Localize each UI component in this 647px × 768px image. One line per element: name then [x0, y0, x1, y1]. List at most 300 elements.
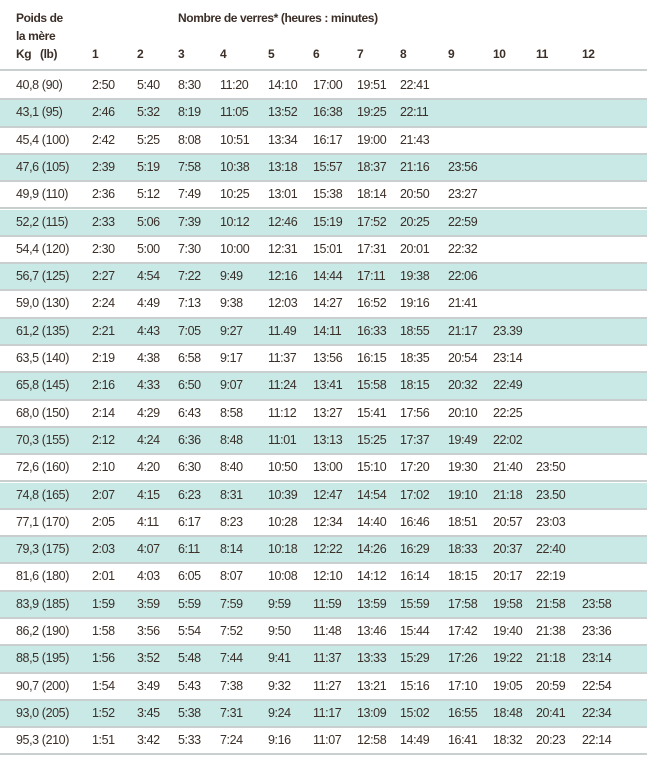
time-cell: 19:38	[400, 269, 430, 284]
time-cell: 3:49	[137, 678, 160, 693]
time-cell: 15:16	[400, 678, 430, 693]
column-header-12: 12	[582, 47, 595, 61]
time-cell: 12:16	[268, 269, 298, 284]
time-cell: 2:03	[92, 542, 115, 557]
time-cell: 7:24	[220, 733, 243, 748]
time-cell: 22:59	[448, 214, 478, 229]
column-header-6: 6	[313, 47, 320, 61]
table-row	[0, 564, 647, 591]
time-cell: 13:34	[268, 132, 298, 147]
time-cell: 20:59	[536, 678, 566, 693]
weight-cell: 88,5 (195)	[16, 651, 69, 666]
time-cell: 1:52	[92, 705, 115, 720]
weight-cell: 61,2 (135)	[16, 323, 69, 338]
time-cell: 9:41	[268, 651, 291, 666]
weight-cell: 54,4 (120)	[16, 241, 69, 256]
weight-cell: 52,2 (115)	[16, 214, 69, 229]
time-cell: 22:40	[536, 542, 566, 557]
time-cell: 17:02	[400, 487, 430, 502]
table-row	[0, 537, 647, 564]
time-cell: 4:03	[137, 569, 160, 584]
time-cell: 4:11	[137, 514, 159, 529]
column-header-2: 2	[137, 47, 144, 61]
time-cell: 10:38	[220, 159, 250, 174]
time-cell: 10:50	[268, 460, 298, 475]
column-header-4: 4	[220, 47, 227, 61]
time-cell: 2:01	[92, 569, 115, 584]
time-cell: 2:24	[92, 296, 115, 311]
time-cell: 11:17	[313, 705, 342, 720]
time-cell: 3:56	[137, 624, 160, 638]
time-cell: 8:30	[178, 78, 201, 92]
weight-header-line1: Poids de	[16, 11, 63, 25]
time-cell: 12:34	[313, 514, 343, 529]
time-cell: 8:58	[220, 405, 243, 420]
time-cell: 22:06	[448, 269, 478, 284]
time-cell: 23:56	[448, 159, 478, 174]
table-row	[0, 455, 647, 482]
time-cell: 3:42	[137, 733, 160, 748]
time-cell: 11:07	[313, 733, 342, 748]
time-cell: 17:58	[448, 596, 478, 611]
time-cell: 20:32	[448, 378, 478, 393]
time-cell: 18:37	[357, 159, 387, 174]
time-cell: 14:54	[357, 487, 387, 502]
time-cell: 2:50	[92, 78, 115, 92]
time-cell: 15:29	[400, 651, 430, 666]
time-cell: 8:23	[220, 514, 243, 529]
time-cell: 4:49	[137, 296, 160, 311]
time-cell: 17:52	[357, 214, 387, 229]
time-cell: 23.39	[493, 323, 523, 338]
time-cell: 22:49	[493, 378, 523, 393]
time-cell: 9:49	[220, 269, 243, 284]
weight-cell: 49,9 (110)	[16, 187, 69, 202]
time-cell: 13:41	[313, 378, 343, 393]
column-header-9: 9	[448, 47, 455, 61]
time-cell: 17:20	[400, 460, 430, 475]
table-row	[0, 401, 647, 428]
weight-cell: 45,4 (100)	[16, 132, 69, 147]
weight-cell: 93,0 (205)	[16, 705, 69, 720]
time-cell: 20:57	[493, 514, 523, 529]
time-cell: 13:09	[357, 705, 387, 720]
time-cell: 15:01	[313, 241, 343, 256]
time-cell: 7:05	[178, 323, 201, 338]
table-row	[0, 674, 647, 701]
time-cell: 4:24	[137, 432, 160, 447]
time-cell: 13:21	[357, 678, 387, 693]
time-cell: 11:27	[313, 678, 342, 693]
time-cell: 15:38	[313, 187, 343, 202]
time-cell: 21:17	[448, 323, 478, 338]
time-cell: 6:43	[178, 405, 201, 420]
time-cell: 20:17	[493, 569, 523, 584]
time-cell: 22:11	[400, 105, 429, 120]
time-cell: 19:40	[493, 624, 523, 638]
time-cell: 1:54	[92, 678, 115, 693]
time-cell: 20:01	[400, 241, 430, 256]
time-cell: 3:45	[137, 705, 160, 720]
time-cell: 6:50	[178, 378, 201, 393]
time-cell: 9:50	[268, 624, 291, 638]
time-cell: 3:52	[137, 651, 160, 666]
time-cell: 18:51	[448, 514, 478, 529]
weight-cell: 70,3 (155)	[16, 432, 69, 447]
weight-units-header: Kg (lb)	[16, 47, 58, 61]
table-row	[0, 128, 647, 155]
time-cell: 17:37	[400, 432, 430, 447]
table-row	[0, 483, 647, 510]
time-cell: 5:12	[137, 187, 160, 202]
column-header-11: 11	[536, 47, 548, 61]
time-cell: 8:48	[220, 432, 243, 447]
time-cell: 4:54	[137, 269, 160, 284]
time-cell: 5:43	[178, 678, 201, 693]
time-cell: 8:14	[220, 542, 243, 557]
time-cell: 13:46	[357, 624, 387, 638]
weight-cell: 90,7 (200)	[16, 678, 69, 693]
time-cell: 5:48	[178, 651, 201, 666]
time-cell: 2:16	[92, 378, 115, 393]
time-cell: 2:36	[92, 187, 115, 202]
time-cell: 9:17	[220, 351, 243, 365]
time-cell: 14:11	[313, 323, 342, 338]
time-cell: 18:35	[400, 351, 430, 365]
time-cell: 16:29	[400, 542, 430, 557]
time-cell: 17:42	[448, 624, 478, 638]
time-cell: 15:02	[400, 705, 430, 720]
time-cell: 7:22	[178, 269, 201, 284]
weight-cell: 83,9 (185)	[16, 596, 69, 611]
time-cell: 22:02	[493, 432, 523, 447]
time-cell: 10:39	[268, 487, 298, 502]
time-cell: 17:11	[357, 269, 386, 284]
table-row	[0, 73, 647, 100]
time-cell: 9:59	[268, 596, 291, 611]
table-row	[0, 619, 647, 646]
time-cell: 21:43	[400, 132, 430, 147]
column-header-3: 3	[178, 47, 185, 61]
time-cell: 22:19	[536, 569, 566, 584]
column-header-10: 10	[493, 47, 506, 61]
time-cell: 5:38	[178, 705, 201, 720]
time-cell: 21:38	[536, 624, 566, 638]
table-row	[0, 291, 647, 318]
time-cell: 13:00	[313, 460, 343, 475]
time-cell: 2:39	[92, 159, 115, 174]
time-cell: 13:33	[357, 651, 387, 666]
time-cell: 20:23	[536, 733, 566, 748]
time-cell: 11:01	[268, 432, 297, 447]
time-cell: 17:10	[448, 678, 478, 693]
time-cell: 9:24	[268, 705, 291, 720]
time-cell: 16:52	[357, 296, 387, 311]
weight-cell: 95,3 (210)	[16, 733, 69, 748]
time-cell: 11:37	[268, 351, 297, 365]
time-cell: 6:23	[178, 487, 201, 502]
time-cell: 13:01	[268, 187, 298, 202]
time-cell: 5:19	[137, 159, 160, 174]
time-cell: 19:25	[357, 105, 387, 120]
time-cell: 2:14	[92, 405, 115, 420]
time-cell: 20:25	[400, 214, 430, 229]
time-cell: 2:42	[92, 132, 115, 147]
time-cell: 9:16	[268, 733, 291, 748]
table-row	[0, 701, 647, 728]
time-cell: 11:48	[313, 624, 342, 638]
column-header-7: 7	[357, 47, 364, 61]
time-cell: 1:59	[92, 596, 115, 611]
time-cell: 15:58	[357, 378, 387, 393]
time-cell: 15:44	[400, 624, 430, 638]
time-cell: 21:41	[448, 296, 478, 311]
time-cell: 5:06	[137, 214, 160, 229]
time-cell: 6:17	[178, 514, 201, 529]
weight-cell: 59,0 (130)	[16, 296, 69, 311]
table-row	[0, 373, 647, 400]
weight-cell: 81,6 (180)	[16, 569, 69, 584]
time-cell: 19:49	[448, 432, 478, 447]
time-cell: 18:15	[400, 378, 430, 393]
time-cell: 2:12	[92, 432, 115, 447]
time-cell: 7:58	[178, 159, 201, 174]
time-cell: 17:26	[448, 651, 478, 666]
time-cell: 18:15	[448, 569, 478, 584]
time-cell: 21:18	[536, 651, 566, 666]
weight-cell: 56,7 (125)	[16, 269, 69, 284]
time-cell: 4:20	[137, 460, 160, 475]
table-row	[0, 510, 647, 537]
time-cell: 23.50	[536, 487, 566, 502]
time-cell: 23:50	[536, 460, 566, 475]
time-cell: 16:33	[357, 323, 387, 338]
time-cell: 19:58	[493, 596, 523, 611]
time-cell: 19:00	[357, 132, 387, 147]
time-cell: 5:54	[178, 624, 201, 638]
time-cell: 21:16	[400, 159, 430, 174]
time-cell: 21:40	[493, 460, 523, 475]
time-cell: 5:40	[137, 78, 160, 92]
time-cell: 8:31	[220, 487, 243, 502]
time-cell: 19:22	[493, 651, 523, 666]
time-cell: 16:17	[313, 132, 343, 147]
time-cell: 1:58	[92, 624, 115, 638]
table-row	[0, 319, 647, 346]
table-row	[0, 728, 647, 755]
weight-cell: 72,6 (160)	[16, 460, 69, 475]
time-cell: 8:08	[178, 132, 201, 147]
table-row	[0, 346, 647, 373]
time-cell: 11.49	[268, 323, 297, 338]
time-cell: 11:12	[268, 405, 297, 420]
time-cell: 17:31	[357, 241, 387, 256]
weight-cell: 43,1 (95)	[16, 105, 63, 120]
time-cell: 15:59	[400, 596, 430, 611]
time-cell: 12:47	[313, 487, 343, 502]
time-cell: 9:07	[220, 378, 243, 393]
weight-cell: 68,0 (150)	[16, 405, 69, 420]
time-cell: 10:00	[220, 241, 250, 256]
table-row	[0, 428, 647, 455]
time-cell: 2:07	[92, 487, 115, 502]
time-cell: 10:51	[220, 132, 250, 147]
column-header-1: 1	[92, 47, 99, 61]
time-cell: 13:52	[268, 105, 298, 120]
time-cell: 5:25	[137, 132, 160, 147]
time-cell: 23:36	[582, 624, 612, 638]
table-row	[0, 210, 647, 237]
column-header-8: 8	[400, 47, 407, 61]
time-cell: 4:29	[137, 405, 160, 420]
time-cell: 16:55	[448, 705, 478, 720]
time-cell: 8:07	[220, 569, 243, 584]
time-cell: 9:27	[220, 323, 243, 338]
time-cell: 23:03	[536, 514, 566, 529]
time-cell: 4:15	[137, 487, 160, 502]
time-cell: 7:59	[220, 596, 243, 611]
time-cell: 20:41	[536, 705, 566, 720]
time-cell: 2:21	[92, 323, 115, 338]
time-cell: 1:56	[92, 651, 115, 666]
time-cell: 9:38	[220, 296, 243, 311]
time-cell: 20:54	[448, 351, 478, 365]
time-cell: 7:44	[220, 651, 243, 666]
time-cell: 14:27	[313, 296, 343, 311]
time-cell: 2:27	[92, 269, 115, 284]
weight-header-line2: la mère	[16, 29, 56, 43]
time-cell: 16:46	[400, 514, 430, 529]
time-cell: 18:33	[448, 542, 478, 557]
time-cell: 23:14	[493, 351, 523, 365]
time-cell: 10:25	[220, 187, 250, 202]
time-cell: 22:41	[400, 78, 430, 92]
time-cell: 4:33	[137, 378, 160, 393]
time-cell: 6:30	[178, 460, 201, 475]
time-cell: 18:48	[493, 705, 523, 720]
time-cell: 6:58	[178, 351, 201, 365]
time-cell: 15:10	[357, 460, 387, 475]
time-cell: 20:37	[493, 542, 523, 557]
time-cell: 22:25	[493, 405, 523, 420]
time-cell: 23:27	[448, 187, 478, 202]
header-rule	[0, 69, 647, 71]
time-cell: 14:40	[357, 514, 387, 529]
time-cell: 19:16	[400, 296, 430, 311]
time-cell: 13:13	[313, 432, 343, 447]
time-cell: 21:58	[536, 596, 566, 611]
time-cell: 12:46	[268, 214, 298, 229]
time-cell: 7:49	[178, 187, 201, 202]
time-cell: 14:10	[268, 78, 298, 92]
weight-cell: 40,8 (90)	[16, 78, 63, 92]
weight-cell: 47,6 (105)	[16, 159, 69, 174]
time-cell: 16:38	[313, 105, 343, 120]
time-cell: 19:10	[448, 487, 478, 502]
glasses-header-title: Nombre de verres* (heures : minutes)	[178, 11, 378, 25]
time-cell: 4:07	[137, 542, 160, 557]
time-cell: 22:14	[582, 733, 612, 748]
time-cell: 7:52	[220, 624, 243, 638]
time-cell: 7:31	[220, 705, 243, 720]
time-cell: 2:19	[92, 351, 115, 365]
time-cell: 13:56	[313, 351, 343, 365]
table-row	[0, 592, 647, 619]
time-cell: 10:18	[268, 542, 298, 557]
time-cell: 17:56	[400, 405, 430, 420]
time-cell: 13:18	[268, 159, 298, 174]
time-cell: 22:54	[582, 678, 612, 693]
time-cell: 11:24	[268, 378, 297, 393]
time-cell: 7:39	[178, 214, 201, 229]
time-cell: 6:05	[178, 569, 201, 584]
time-cell: 11:20	[220, 78, 249, 92]
weight-cell: 74,8 (165)	[16, 487, 69, 502]
time-cell: 13:59	[357, 596, 387, 611]
time-cell: 12:58	[357, 733, 387, 748]
time-cell: 2:46	[92, 105, 115, 120]
time-cell: 7:38	[220, 678, 243, 693]
time-cell: 12:03	[268, 296, 298, 311]
time-cell: 12:10	[313, 569, 343, 584]
time-cell: 12:22	[313, 542, 343, 557]
time-cell: 2:10	[92, 460, 115, 475]
time-cell: 13:27	[313, 405, 343, 420]
time-cell: 12:31	[268, 241, 298, 256]
time-cell: 23:14	[582, 651, 612, 666]
time-cell: 6:36	[178, 432, 201, 447]
time-cell: 14:49	[400, 733, 430, 748]
weight-cell: 77,1 (170)	[16, 514, 69, 529]
table-row	[0, 264, 647, 291]
time-cell: 2:33	[92, 214, 115, 229]
time-cell: 8:19	[178, 105, 201, 120]
time-cell: 16:15	[357, 351, 387, 365]
time-cell: 1:51	[92, 733, 115, 748]
time-cell: 2:05	[92, 514, 115, 529]
weight-cell: 86,2 (190)	[16, 624, 69, 638]
time-cell: 21:18	[493, 487, 523, 502]
weight-cell: 63,5 (140)	[16, 351, 69, 365]
time-cell: 7:30	[178, 241, 201, 256]
time-cell: 14:26	[357, 542, 387, 557]
table-row	[0, 100, 647, 127]
time-cell: 17:00	[313, 78, 343, 92]
time-cell: 16:41	[448, 733, 478, 748]
time-cell: 18:55	[400, 323, 430, 338]
time-cell: 8:40	[220, 460, 243, 475]
time-cell: 6:11	[178, 542, 200, 557]
time-cell: 19:05	[493, 678, 523, 693]
weight-cell: 65,8 (145)	[16, 378, 69, 393]
time-cell: 22:32	[448, 241, 478, 256]
time-cell: 4:43	[137, 323, 160, 338]
time-cell: 10:08	[268, 569, 298, 584]
time-cell: 14:12	[357, 569, 387, 584]
table-row	[0, 155, 647, 182]
time-cell: 23:58	[582, 596, 612, 611]
time-cell: 15:25	[357, 432, 387, 447]
column-header-5: 5	[268, 47, 275, 61]
time-cell: 22:34	[582, 705, 612, 720]
time-cell: 10:28	[268, 514, 298, 529]
time-cell: 9:32	[268, 678, 291, 693]
time-cell: 11:05	[220, 105, 249, 120]
time-cell: 4:38	[137, 351, 160, 365]
table-row	[0, 646, 647, 673]
time-cell: 16:14	[400, 569, 430, 584]
time-cell: 18:14	[357, 187, 387, 202]
